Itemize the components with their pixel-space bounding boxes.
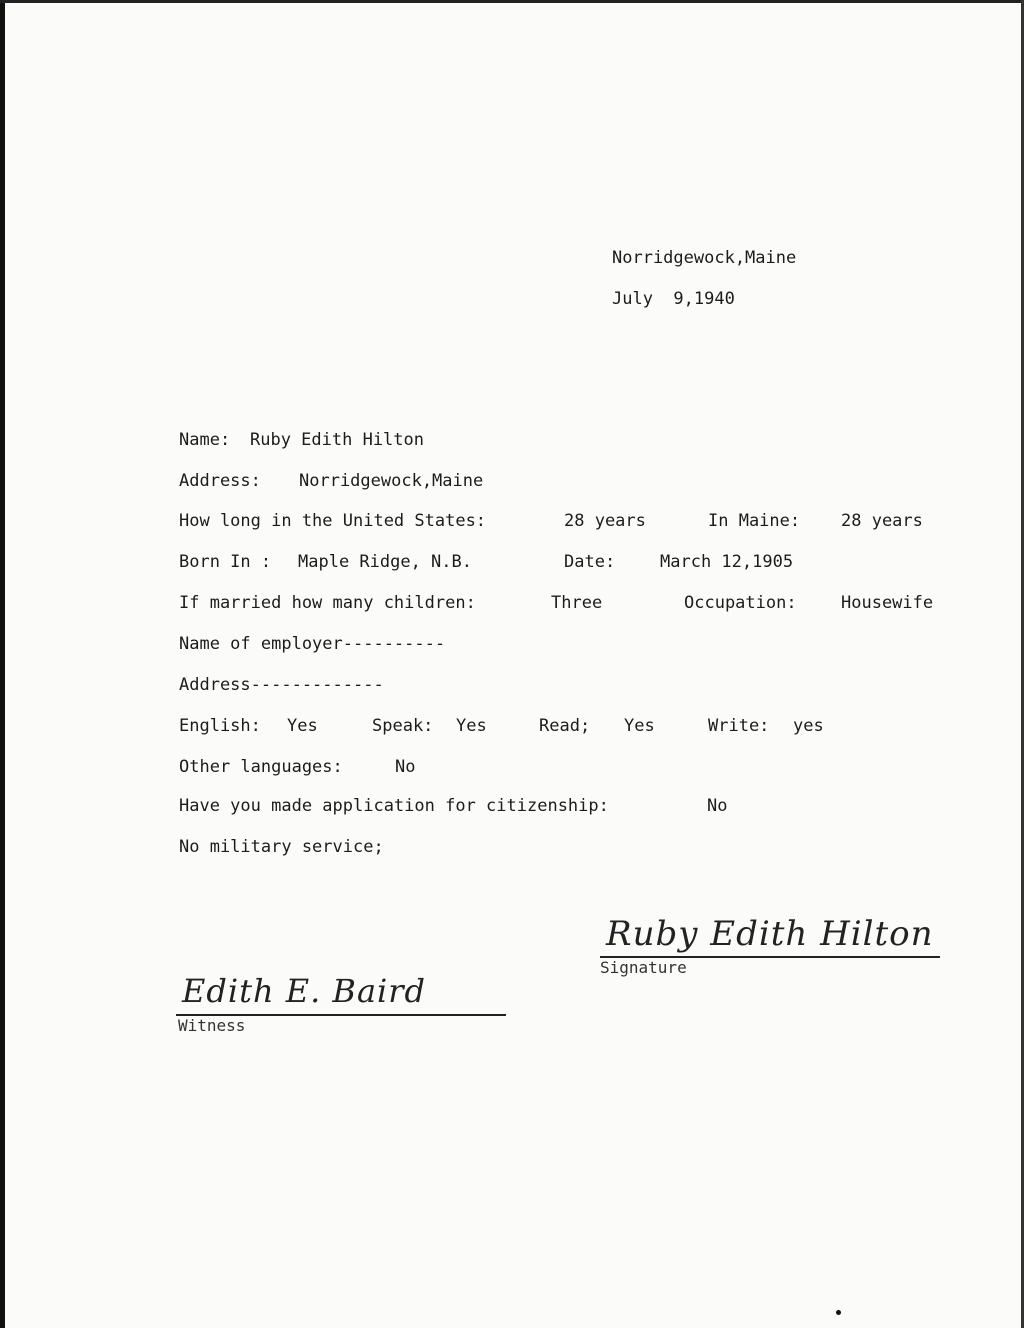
employer-label: Name of employer----------: [179, 634, 446, 654]
citizenship-value: No: [707, 796, 728, 816]
english-label: English:: [179, 716, 261, 736]
read-value: Yes: [624, 716, 655, 736]
signature-block: [600, 914, 945, 978]
signature-label: Signature: [600, 958, 687, 977]
born-label: Born In :: [179, 552, 272, 572]
in-maine-value: 28 years: [841, 511, 923, 531]
in-maine-label: In Maine:: [708, 511, 801, 531]
children-value: Three: [551, 593, 603, 613]
how-long-value: 28 years: [564, 511, 646, 531]
born-date-label: Date:: [564, 552, 616, 572]
military-label: No military service;: [179, 837, 384, 857]
speak-value: Yes: [456, 716, 487, 736]
scan-edge-left: [0, 0, 5, 1328]
date-line: July 9,1940: [612, 289, 735, 309]
address-label: Address:: [179, 471, 261, 491]
military-row: [179, 837, 384, 897]
english-value: Yes: [287, 716, 318, 736]
signature-handwriting: Ruby Edith Hilton: [606, 914, 934, 954]
citizenship-label: Have you made application for citizenship:: [179, 796, 609, 816]
read-label: Read;: [539, 716, 591, 736]
witness-block: [176, 972, 508, 1036]
born-date-value: March 12,1905: [660, 552, 794, 572]
address-value: Norridgewock,Maine: [299, 471, 484, 491]
occupation-value: Housewife: [841, 593, 934, 613]
children-label: If married how many children:: [179, 593, 476, 613]
scan-edge-top: [0, 0, 1024, 3]
occupation-label: Occupation:: [684, 593, 797, 613]
witness-label: Witness: [178, 1016, 246, 1035]
write-value: yes: [793, 716, 824, 736]
write-label: Write:: [708, 716, 770, 736]
name-value: Ruby Edith Hilton: [250, 430, 424, 450]
place-line: Norridgewock,Maine: [612, 248, 797, 268]
how-long-label: How long in the United States:: [179, 511, 487, 531]
born-value: Maple Ridge, N.B.: [298, 552, 472, 572]
witness-handwriting: Edith E. Baird: [182, 972, 427, 1010]
name-label: Name:: [179, 430, 231, 450]
speak-label: Speak:: [372, 716, 434, 736]
ink-speck: [836, 1310, 841, 1315]
other-languages-value: No: [395, 757, 416, 777]
employer-address-label: Address-------------: [179, 675, 384, 695]
other-languages-label: Other languages:: [179, 757, 343, 777]
